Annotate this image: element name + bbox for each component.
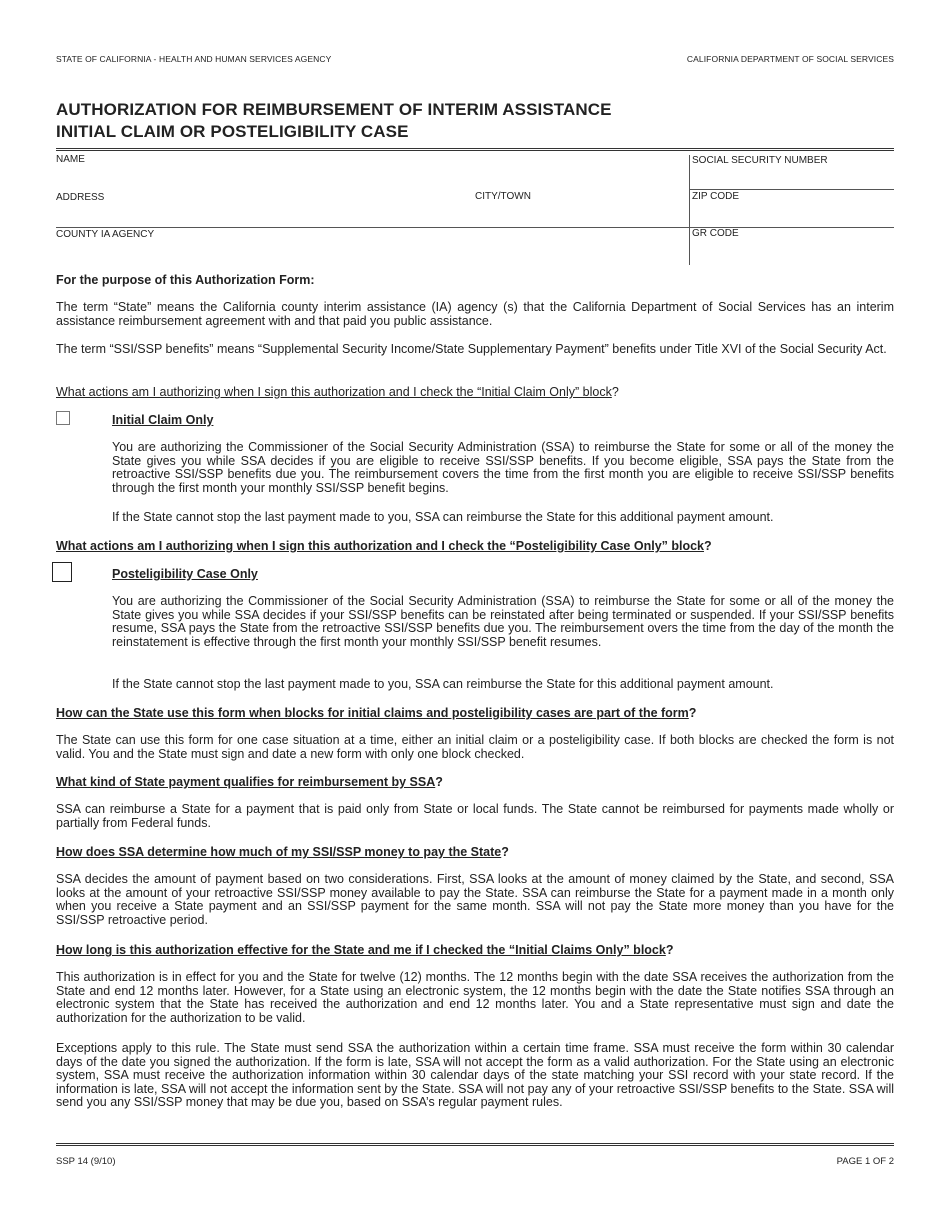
name-field[interactable]: NAME <box>56 154 85 165</box>
question-mark: ? <box>704 539 712 553</box>
question-payment-amount <box>56 845 509 859</box>
initial-claim-description: You are authorizing the Commissioner of the Social Security Administration (SSA) to reimburse the State for some or all of the money the State gives you while SSA decides if you are eligible to receive SSI/SSP benefits. If you become eligible, SSA pays the State from the retroactive SSI/SSP benefits due you. The reimbursement covers the time from the first month you are eligible to receive SSI/SSP benefits through the first month your monthly SSI/SSP benefit begins. <box>112 440 894 495</box>
answer-effective-period: This authorization is in effect for you and the State for twelve (12) months. The 12 months begin with the date SSA receives the authorization from the State and end 12 months later. However, for a State using an electronic system, the 12 months begin with the date the State notifies SSA through an electronic system that the State has received the authorization and end 12 months later. You and a State representative must sign and date the authorization for the authorization to be valid. <box>56 970 894 1025</box>
question-mark: ? <box>435 775 443 789</box>
row-divider <box>56 227 894 228</box>
question-text: What kind of State payment qualifies for reimbursement by SSA <box>56 775 436 789</box>
question-text: What actions am I authorizing when I sign this authorization and I check the “Initial Claim Only” block <box>56 385 612 399</box>
posteligibility-description: You are authorizing the Commissioner of the Social Security Administration (SSA) to reimburse the State for some or all of the money the State gives you while SSA decides if your SSI/SSP benefits can be reinstated after being terminated or suspended. If your SSI/SSP benefits resume, SSA pays the State from the retroactive SSI/SSP benefits due you. The reimbursement overs the time from the day of the month the reinstatement is effective through the first month your monthly SSI/SSP benefit resumes. <box>112 594 894 649</box>
question-mark: ? <box>688 706 697 720</box>
question-both-blocks <box>56 706 696 720</box>
question-mark: ? <box>501 845 509 859</box>
question-posteligibility <box>56 539 712 553</box>
question-text: How can the State use this form when blocks for initial claims and posteligibility cases are part of the form <box>56 706 689 720</box>
initial-claim-additional: If the State cannot stop the last payment made to you, SSA can reimburse the State for this additional payment amount. <box>112 510 774 524</box>
answer-exceptions: Exceptions apply to this rule. The State must send SSA the authorization within a certain time frame. SSA must receive the form within 30 calendar days of the date you signed the authorization. If the form is late, SSA will not accept the form as a valid authorization. For the State using an electronic system, SSA must receive the authorization information within 30 calendar days of the state matching your SSI record with your state record. If the information is late, SSA will not accept the information sent by the State. SSA will not pay any of your retroactive SSI/SSP benefits to the State. SSA will send you any SSI/SSP money that may be due you, based on SSA’s regular payment rules. <box>56 1041 894 1110</box>
purpose-heading: For the purpose of this Authorization Form: <box>56 273 315 287</box>
posteligibility-additional: If the State cannot stop the last payment made to you, SSA can reimburse the State for this additional payment amount. <box>112 677 774 691</box>
question-payment-kind <box>56 775 443 789</box>
posteligibility-checkbox[interactable] <box>52 562 72 582</box>
column-divider <box>689 155 690 265</box>
row-divider <box>689 189 894 190</box>
question-effective-period <box>56 943 673 957</box>
address-field[interactable]: ADDRESS <box>56 192 105 203</box>
definition-ssi-ssp: The term “SSI/SSP benefits” means “Supplemental Security Income/State Supplementary Payment” benefits under Title XVI of the Social Security Act. <box>56 342 887 356</box>
form-id: SSP 14 (9/10) <box>56 1156 116 1167</box>
ssn-field[interactable]: SOCIAL SECURITY NUMBER <box>692 155 828 166</box>
form-page <box>56 0 894 1230</box>
county-field[interactable]: COUNTY IA AGENCY <box>56 229 155 240</box>
title-line-1: AUTHORIZATION FOR REIMBURSEMENT OF INTERIM ASSISTANCE <box>56 100 612 119</box>
definition-state: The term “State” means the California county interim assistance (IA) agency (s) that the California Department of Social Services has an interim assistance reimbursement agreement with and that paid you public assistance. <box>56 300 894 328</box>
agency-right: CALIFORNIA DEPARTMENT OF SOCIAL SERVICES <box>686 54 894 64</box>
answer-both-blocks: The State can use this form for one case situation at a time, either an initial claim or a posteligibility case. If both blocks are checked the form is not valid. You and the State must sign and date a new form with only one block checked. <box>56 733 894 761</box>
initial-claim-checkbox[interactable] <box>56 411 70 425</box>
applicant-info-table <box>56 148 894 267</box>
posteligibility-label: Posteligibility Case Only <box>112 567 258 581</box>
title-line-2: INITIAL CLAIM OR POSTELIGIBILITY CASE <box>56 122 409 141</box>
city-field[interactable]: CITY/TOWN <box>475 191 531 202</box>
question-mark: ? <box>665 943 674 957</box>
question-text: What actions am I authorizing when I sign this authorization and I check the “Posteligibility Case Only” block <box>56 539 705 553</box>
agency-left: STATE OF CALIFORNIA - HEALTH AND HUMAN SERVICES AGENCY <box>56 54 332 64</box>
question-text: How long is this authorization effective for the State and me if I checked the “Initial Claims Only” block <box>56 943 666 957</box>
footer-rule <box>56 1143 894 1146</box>
answer-payment-amount: SSA decides the amount of payment based on two considerations. First, SSA looks at the amount of money claimed by the State, and second, SSA looks at the amount of your retroactive SSI/SSP money available to pay the State. SSA can reimburse the State for a payment made in a month only when you receive a State payment and an SSI/SSP payment for the same month. SSA will not pay the State more money than you have for the SSI/SSP retroactive period. <box>56 872 894 927</box>
gr-code-field[interactable]: GR CODE <box>692 228 739 239</box>
form-title <box>56 99 612 143</box>
initial-claim-label: Initial Claim Only <box>112 413 214 427</box>
answer-payment-kind: SSA can reimburse a State for a payment that is paid only from State or local funds. The State cannot be reimbursed for payments made wholly or partially from Federal funds. <box>56 802 894 830</box>
page-number: PAGE 1 OF 2 <box>836 1156 894 1167</box>
question-mark: ? <box>611 385 619 399</box>
question-text: How does SSA determine how much of my SSI/SSP money to pay the State <box>56 845 502 859</box>
zip-field[interactable]: ZIP CODE <box>692 191 740 202</box>
question-initial-claim <box>56 385 619 399</box>
